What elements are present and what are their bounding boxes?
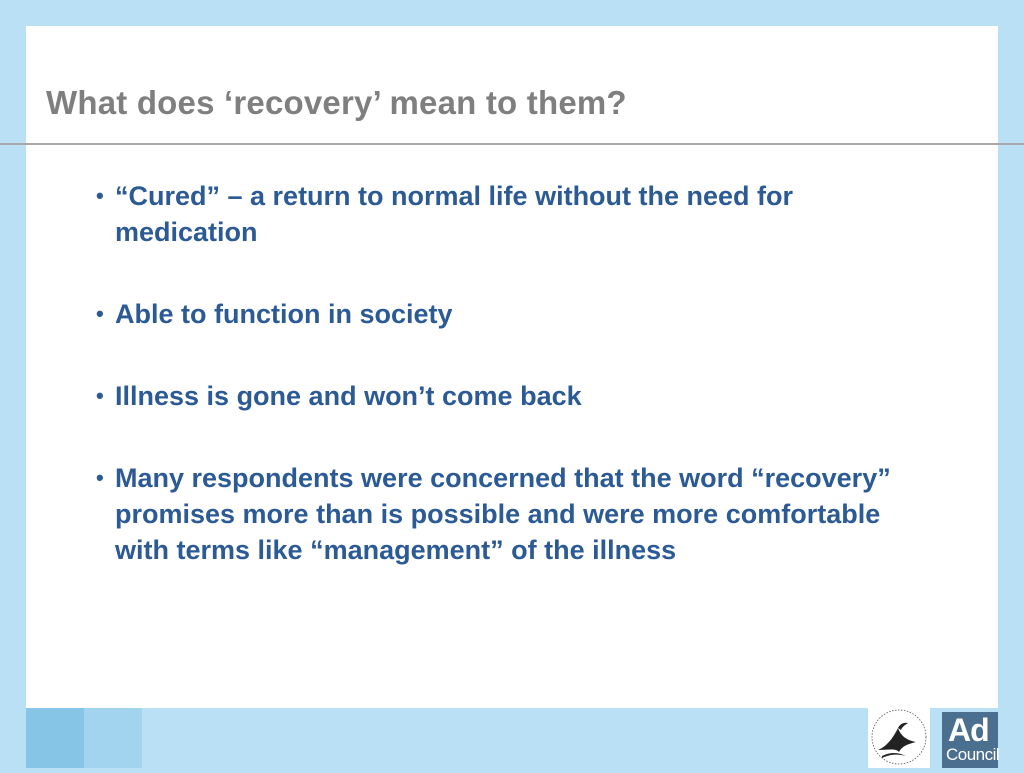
bullet-marker: • [96, 465, 104, 490]
bullet-list [96, 178, 926, 614]
bullet-marker: • [96, 183, 104, 208]
bullet-text: Able to function in society [115, 299, 453, 329]
ad-council-logo [942, 712, 998, 768]
footer-accent-block [26, 708, 84, 768]
title-divider [0, 143, 1024, 145]
hhs-eagle-seal-icon [868, 706, 930, 768]
bullet-text: “Cured” – a return to normal life without the need for medication [115, 181, 794, 247]
bullet-item [96, 460, 926, 568]
ad-council-logo-line2: Council [946, 745, 1000, 764]
footer-accent-block [84, 708, 142, 768]
bullet-text: Illness is gone and won’t come back [115, 381, 582, 411]
bullet-item [96, 178, 926, 250]
bullet-item [96, 378, 926, 414]
bullet-item [96, 296, 926, 332]
ad-council-logo-line1: Ad [948, 712, 989, 748]
bullet-marker: • [96, 383, 104, 408]
slide-title: What does ‘recovery’ mean to them? [46, 84, 627, 121]
bullet-marker: • [96, 301, 104, 326]
bullet-text: Many respondents were concerned that the word “recovery” promises more than is possible and were more comfortable with terms like “management” of the illness [115, 463, 891, 565]
